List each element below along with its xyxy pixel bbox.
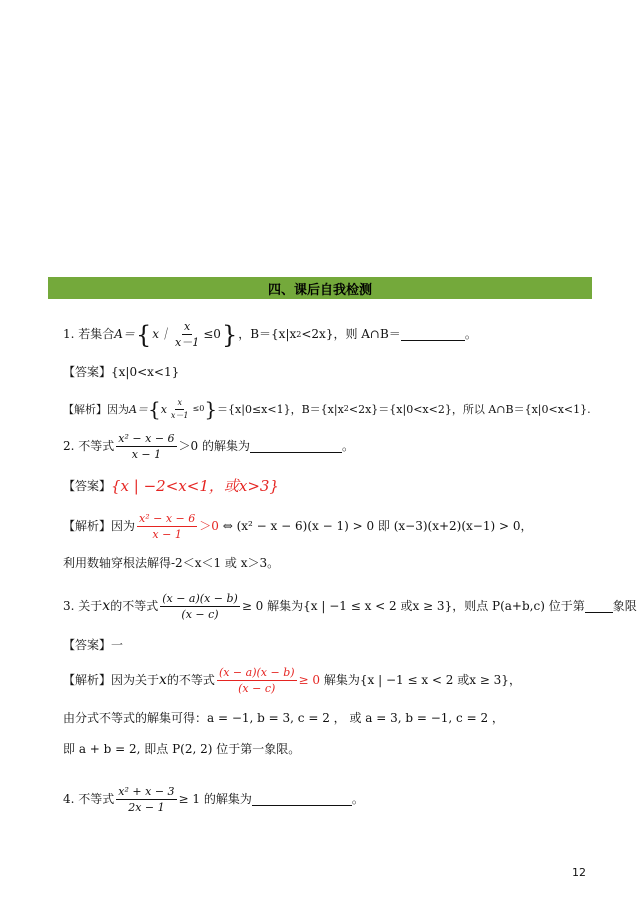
q3-x: x (102, 598, 111, 615)
s2-frac-den: x − 1 (152, 528, 182, 542)
s2-label: 【解析】因为 (63, 519, 136, 534)
q1-set-a: A＝ (114, 327, 135, 342)
s3-ge0: ≥ 0 (298, 673, 321, 688)
question-1: 1. 若集合 A＝ { x｜ $\frac{x}{x-1}$ ≤0 } ，B＝{x|x 2 <2x}，则 A∩B＝ 。 (63, 320, 477, 350)
q3-fraction (160, 592, 240, 621)
solution-3-line-3 (63, 742, 300, 756)
q4-end: 。 (351, 792, 364, 807)
q3-mid: 的不等式 (110, 599, 159, 614)
s3-fraction (217, 666, 297, 695)
s1-x: x (160, 402, 167, 416)
q2-number: 2. (63, 439, 75, 454)
q4-frac-num: x² + x − 3 (116, 785, 176, 800)
q3-frac-den: (x − c) (181, 608, 219, 622)
q1-b-part-pre: ，B＝{x|x (238, 327, 297, 342)
s1-rest-post: <2x}＝{x|0<x<2}，所以 A∩B＝{x|0<x<1}. (348, 402, 591, 416)
s1-right-brace: } (204, 397, 218, 422)
q2-end: 。 (342, 439, 355, 454)
solution-2-continued (63, 556, 279, 570)
s3-frac-den: (x − c) (238, 682, 276, 696)
s1-label: 【解析】因为 (63, 402, 129, 416)
s2-rest: ⇔ (x² − x − 6)(x − 1) > 0 即 (x−3)(x+2)(x−1) > 0， (222, 519, 533, 534)
solution-1: 【解析】因为 A＝ { x $\frac{x}{x-1}$ ≤0 } ＝{x|0≤x<1}，B＝{x|x 2 <2x}＝{x|0<x<2}，所以 A∩B＝{x|0<x<1}. (63, 397, 591, 422)
q3-answer-blank (585, 600, 613, 613)
page-number: 12 (572, 866, 586, 879)
q1-x-bar: x｜ (152, 327, 172, 342)
question-2 (63, 432, 354, 461)
s2-fraction (137, 512, 197, 541)
s2-frac-num: x² − x − 6 (137, 512, 197, 527)
a3-label: 【答案】 (63, 638, 112, 652)
q1-b-part-post: <2x}，则 A∩B＝ (301, 327, 401, 342)
section-banner (48, 277, 592, 299)
q1-answer-blank (401, 328, 465, 341)
s3b-text: 由分式不等式的解集可得：a = −1, b = 3, c = 2 ， 或 a = 3, b = −1, c = 2 ， (63, 711, 504, 725)
s3-mid: 的不等式 (166, 673, 215, 688)
s2b-text: 利用数轴穿根法解得-2＜x＜1 或 x＞3。 (63, 556, 280, 570)
solution-3 (63, 666, 521, 695)
answer-3 (63, 638, 123, 652)
q2-frac-num: x² − x − 6 (116, 432, 176, 447)
solution-2 (63, 512, 533, 541)
s1-set-a: A＝ (129, 402, 148, 416)
a1-text: {x|0<x<1} (111, 365, 180, 379)
s3-x: x (159, 672, 167, 689)
q1-lead: 若集合 (78, 327, 115, 342)
q3-end: 象限 (612, 599, 637, 614)
q2-frac-den: x − 1 (131, 448, 162, 462)
q1-frac-den: x－1 (175, 336, 200, 350)
q1-fraction (173, 320, 201, 349)
q1-frac-num: x (182, 320, 192, 335)
q4-frac-den: 2x − 1 (128, 801, 165, 815)
q4-rest: ≥ 1 的解集为 (178, 792, 252, 807)
q1-end: 。 (464, 327, 477, 342)
a3-text: 一 (111, 638, 124, 652)
s1-le0: ≤0 (192, 404, 205, 414)
a2-label: 【答案】 (63, 478, 112, 493)
q1-right-brace: } (221, 320, 238, 349)
s1-rest-pre: ＝{x|0≤x<1}，B＝{x|x (217, 402, 344, 416)
q3-frac-num: (x − a)(x − b) (160, 592, 240, 607)
q1-number: 1. (63, 327, 75, 342)
question-4 (63, 785, 364, 814)
a2-text: {x | −2<x<1，或x>3} (111, 477, 279, 495)
s3-frac-num: (x − a)(x − b) (217, 666, 297, 681)
q4-fraction (116, 785, 176, 814)
q2-rest: ＞0 的解集为 (178, 439, 250, 454)
s2-gt0: ＞0 (199, 519, 219, 534)
s3c-text: 即 a + b = 2, 即点 P(2, 2) 位于第一象限。 (63, 742, 301, 756)
solution-3-line-2 (63, 711, 504, 725)
q2-answer-blank (250, 440, 342, 453)
s3-label: 【解析】因为关于 (63, 673, 160, 688)
q3-number: 3. (63, 599, 75, 614)
q4-lead: 不等式 (78, 792, 115, 807)
s1-frac-num: x (175, 398, 184, 410)
q3-lead: 关于 (78, 599, 103, 614)
s3-rest: 解集为{x | −1 ≤ x < 2 或x ≥ 3}， (323, 673, 521, 688)
question-3 (63, 592, 637, 621)
s1-frac-den: x－1 (170, 410, 189, 420)
a1-label: 【答案】 (63, 365, 112, 379)
q2-lead: 不等式 (78, 439, 115, 454)
q4-number: 4. (63, 792, 75, 807)
s1-left-brace: { (147, 397, 161, 422)
answer-1 (63, 365, 179, 379)
s1-fraction (169, 398, 191, 420)
q4-answer-blank (252, 793, 352, 806)
q1-left-brace: { (135, 320, 152, 349)
answer-2 (63, 477, 279, 495)
q2-fraction (116, 432, 176, 461)
section-title: 四、课后自我检测 (267, 282, 372, 298)
q3-rest: ≥ 0 解集为{x | −1 ≤ x < 2 或x ≥ 3}，则点 P(a+b,c) 位于第 (241, 599, 585, 614)
q1-le0: ≤0 (203, 327, 221, 342)
